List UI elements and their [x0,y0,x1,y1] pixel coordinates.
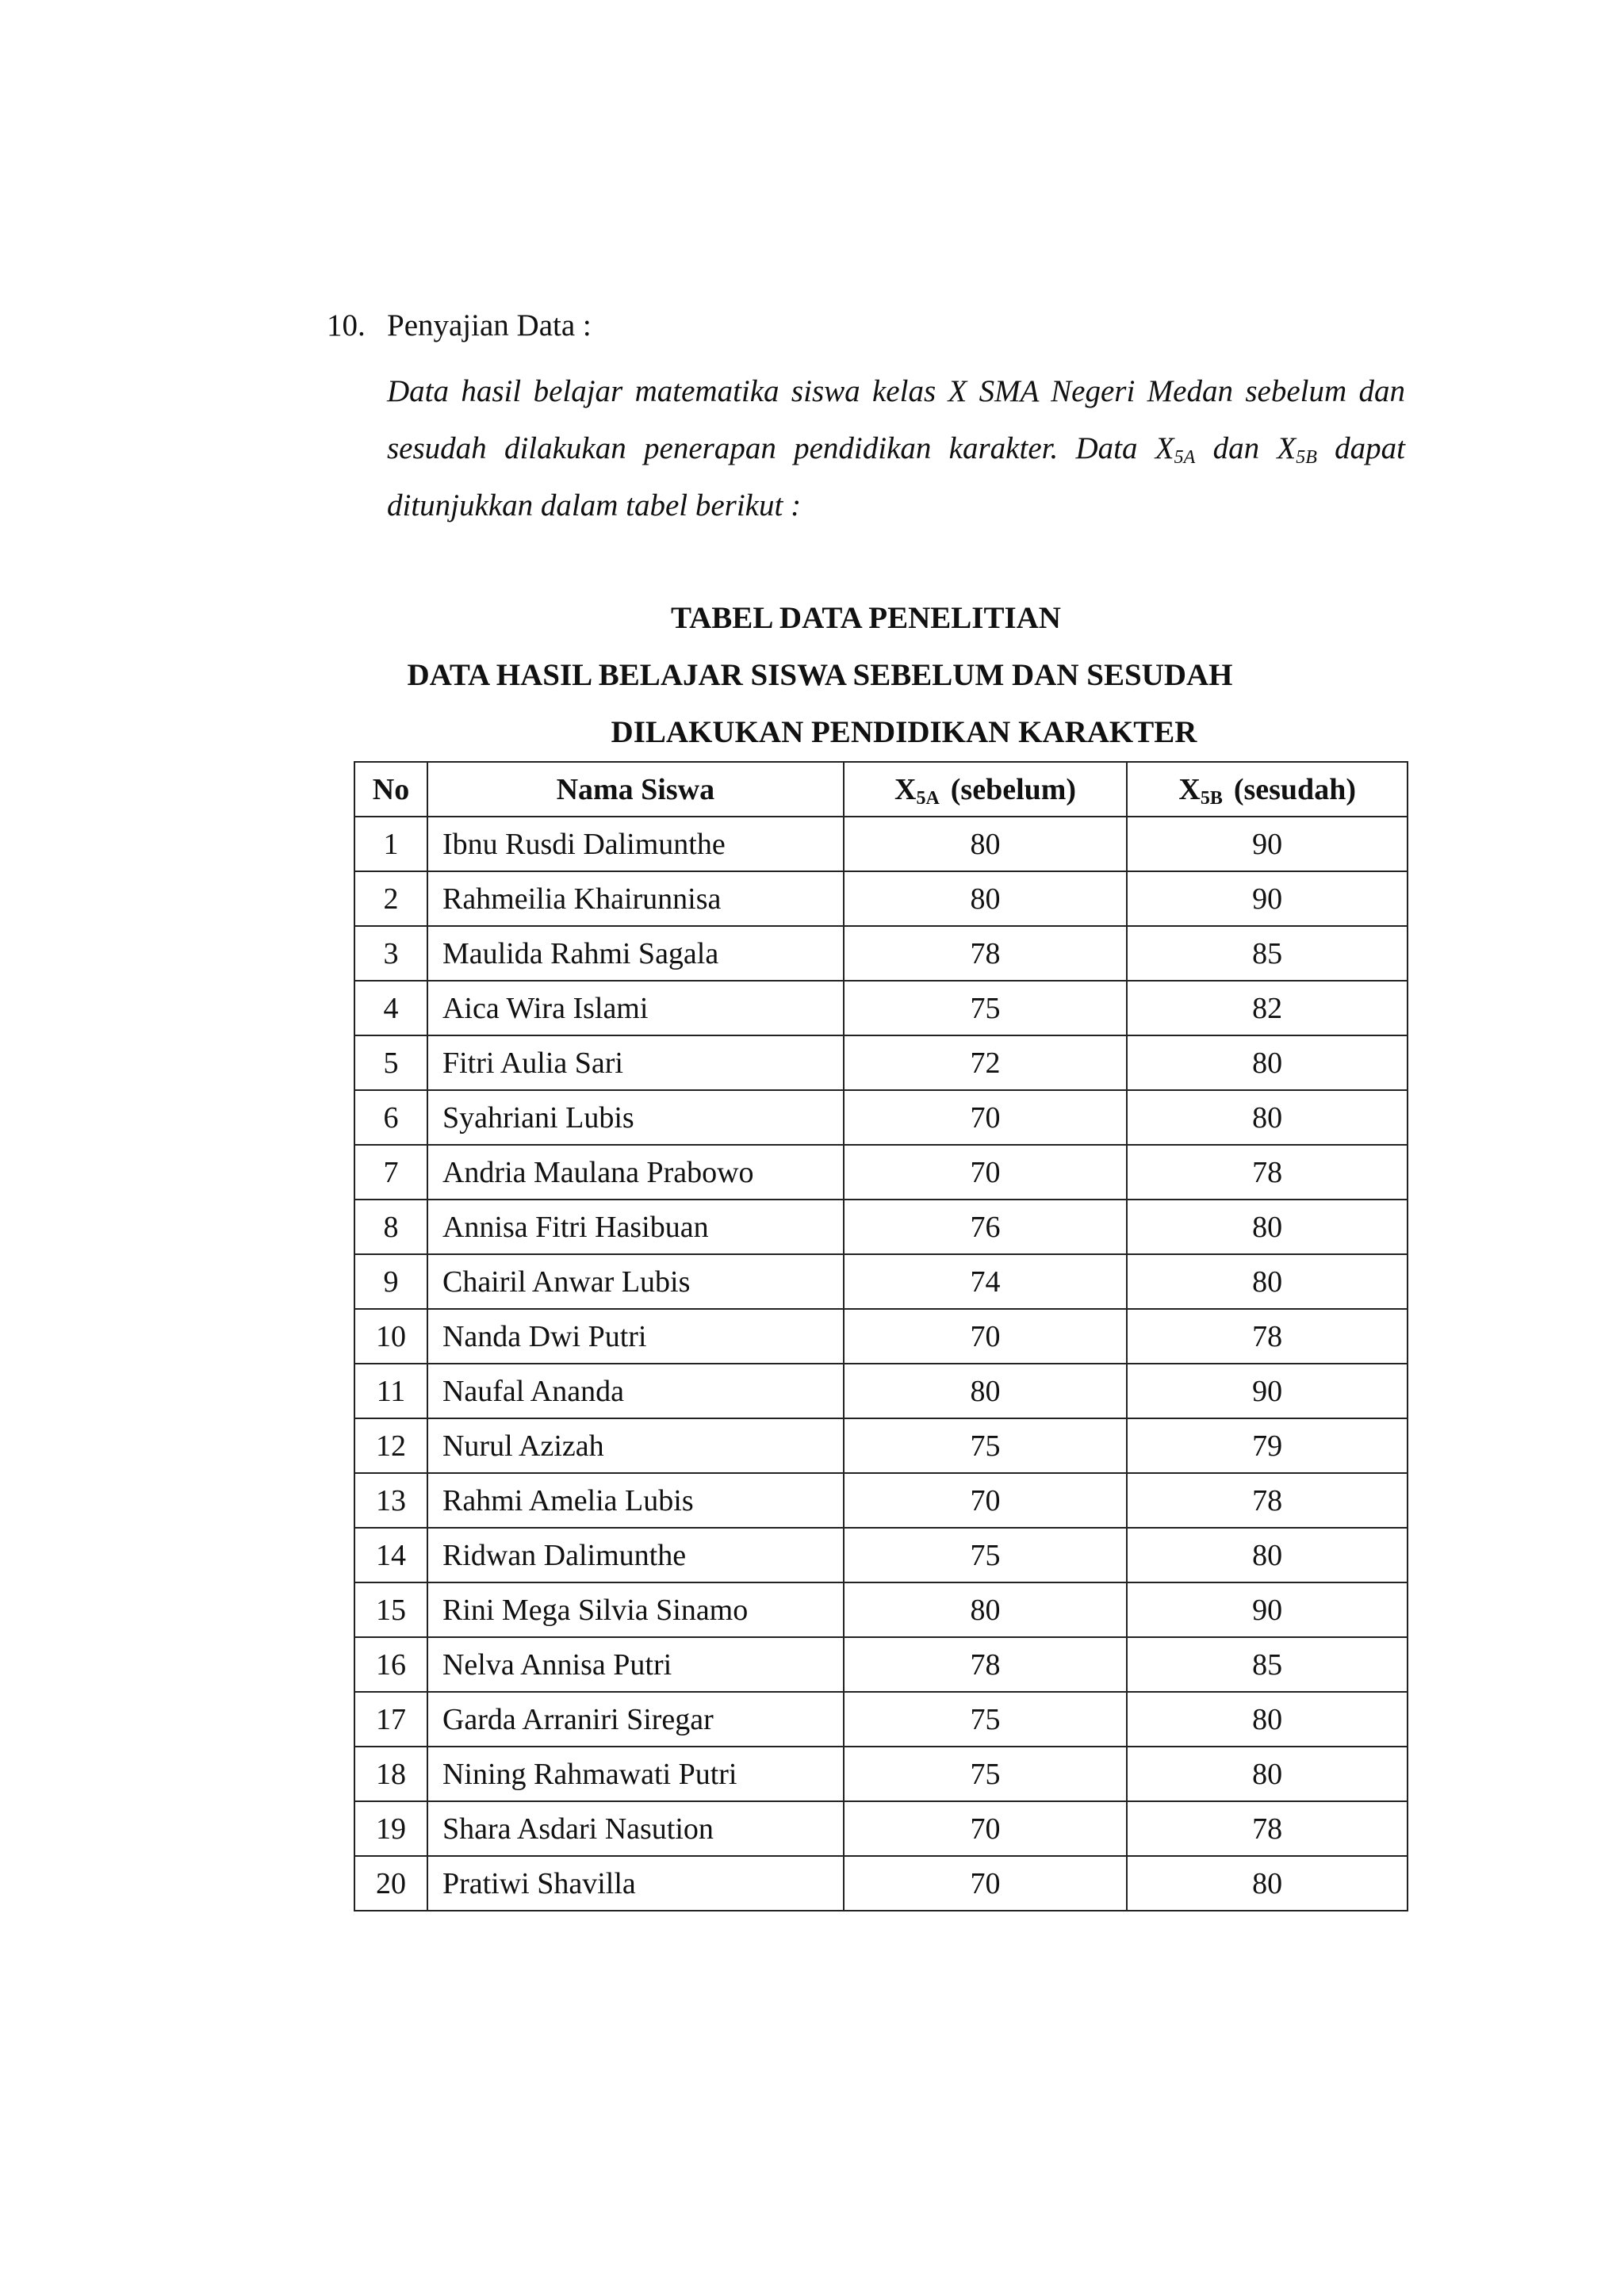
cell-name: Nurul Azizah [427,1418,844,1473]
table-body [354,817,1408,1911]
cell-no: 18 [354,1747,427,1801]
cell-x5a: 74 [844,1254,1128,1309]
cell-name: Garda Arraniri Siregar [427,1692,844,1747]
table-row [354,1254,1408,1309]
table-row [354,1418,1408,1473]
cell-x5b: 85 [1127,1637,1408,1692]
intro-text-3: dapat ditunjukkan dalam tabel berikut : [387,431,1405,522]
intro-subscript-5b: 5B [1296,447,1317,468]
section-title: Penyajian Data : [387,308,592,342]
table-row [354,1747,1408,1801]
cell-x5a: 80 [844,1364,1128,1418]
cell-name: Syahriani Lubis [427,1090,844,1145]
header-x5a-label: (sebelum) [950,772,1077,806]
cell-x5b: 79 [1127,1418,1408,1473]
cell-x5b: 85 [1127,926,1408,981]
cell-no: 16 [354,1637,427,1692]
cell-x5a: 70 [844,1473,1128,1528]
cell-x5a: 70 [844,1856,1128,1911]
section-heading [327,306,1405,346]
cell-name: Rini Mega Silvia Sinamo [427,1582,844,1637]
table-title-line-2: DATA HASIL BELAJAR SISWA SEBELUM DAN SESUDAH [407,658,1233,692]
cell-x5a: 70 [844,1309,1128,1364]
cell-no: 13 [354,1473,427,1528]
section-10 [327,306,1405,534]
cell-x5a: 80 [844,817,1128,871]
cell-no: 20 [354,1856,427,1911]
table-row [354,1801,1408,1856]
header-no: No [354,762,427,817]
cell-name: Chairil Anwar Lubis [427,1254,844,1309]
table-title-line-1: TABEL DATA PENELITIAN [671,601,1061,635]
cell-x5b: 80 [1127,1090,1408,1145]
cell-x5a: 78 [844,1637,1128,1692]
cell-name: Aica Wira Islami [427,981,844,1035]
cell-x5b: 90 [1127,871,1408,926]
cell-name: Rahmeilia Khairunnisa [427,871,844,926]
header-x5b-var: X [1178,772,1201,806]
cell-no: 4 [354,981,427,1035]
cell-name: Shara Asdari Nasution [427,1801,844,1856]
cell-name: Naufal Ananda [427,1364,844,1418]
cell-name: Nelva Annisa Putri [427,1637,844,1692]
cell-x5b: 78 [1127,1145,1408,1200]
table-row [354,1364,1408,1418]
cell-no: 17 [354,1692,427,1747]
table-row [354,1856,1408,1911]
cell-no: 15 [354,1582,427,1637]
table-row [354,1309,1408,1364]
cell-name: Nining Rahmawati Putri [427,1747,844,1801]
table-row [354,871,1408,926]
cell-name: Pratiwi Shavilla [427,1856,844,1911]
cell-no: 7 [354,1145,427,1200]
cell-x5a: 70 [844,1145,1128,1200]
table-row [354,1528,1408,1582]
table-row [354,981,1408,1035]
intro-text-2: dan X [1195,431,1297,465]
cell-x5a: 70 [844,1801,1128,1856]
table-row [354,1473,1408,1528]
table-row [354,1145,1408,1200]
cell-x5b: 80 [1127,1692,1408,1747]
section-number: 10. [327,308,366,342]
cell-x5a: 75 [844,981,1128,1035]
cell-x5a: 70 [844,1090,1128,1145]
cell-x5a: 72 [844,1035,1128,1090]
intro-subscript-5a: 5A [1174,447,1196,468]
cell-x5b: 80 [1127,1747,1408,1801]
cell-x5a: 75 [844,1418,1128,1473]
cell-no: 11 [354,1364,427,1418]
cell-no: 5 [354,1035,427,1090]
header-x5b-sub: 5B [1200,787,1223,809]
cell-no: 3 [354,926,427,981]
cell-x5b: 80 [1127,1200,1408,1254]
table-row [354,1637,1408,1692]
cell-x5b: 82 [1127,981,1408,1035]
cell-x5b: 80 [1127,1254,1408,1309]
header-x5a [844,762,1128,817]
cell-x5b: 80 [1127,1035,1408,1090]
cell-x5a: 75 [844,1692,1128,1747]
cell-name: Rahmi Amelia Lubis [427,1473,844,1528]
header-x5b [1127,762,1408,817]
header-x5a-var: X [894,772,917,806]
cell-no: 10 [354,1309,427,1364]
cell-x5a: 80 [844,871,1128,926]
cell-x5b: 78 [1127,1801,1408,1856]
cell-no: 19 [354,1801,427,1856]
cell-x5b: 78 [1127,1473,1408,1528]
table-row [354,817,1408,871]
table-row [354,1200,1408,1254]
table-header-row [354,762,1408,817]
research-data-table [354,761,1408,1911]
cell-name: Nanda Dwi Putri [427,1309,844,1364]
cell-x5b: 90 [1127,1364,1408,1418]
cell-x5b: 78 [1127,1309,1408,1364]
cell-no: 12 [354,1418,427,1473]
table-row [354,1090,1408,1145]
cell-no: 1 [354,817,427,871]
cell-x5a: 75 [844,1747,1128,1801]
cell-name: Ridwan Dalimunthe [427,1528,844,1582]
cell-x5b: 80 [1127,1856,1408,1911]
table-row [354,1035,1408,1090]
table-row [354,926,1408,981]
cell-no: 2 [354,871,427,926]
intro-paragraph [387,363,1405,534]
cell-name: Fitri Aulia Sari [427,1035,844,1090]
cell-x5b: 80 [1127,1528,1408,1582]
cell-name: Maulida Rahmi Sagala [427,926,844,981]
cell-x5a: 76 [844,1200,1128,1254]
cell-no: 8 [354,1200,427,1254]
intro-text-1: Data hasil belajar matematika siswa kelas X SMA Negeri Medan sebelum dan sesudah dilakukan penerapan pendidikan karakter. Data X [387,374,1405,465]
cell-name: Annisa Fitri Hasibuan [427,1200,844,1254]
cell-name: Andria Maulana Prabowo [427,1145,844,1200]
cell-x5b: 90 [1127,817,1408,871]
cell-x5b: 90 [1127,1582,1408,1637]
table-row [354,1692,1408,1747]
cell-no: 9 [354,1254,427,1309]
cell-no: 6 [354,1090,427,1145]
cell-name: Ibnu Rusdi Dalimunthe [427,817,844,871]
cell-x5a: 80 [844,1582,1128,1637]
header-x5b-label: (sesudah) [1233,772,1356,806]
table-title-line-3: DILAKUKAN PENDIDIKAN KARAKTER [611,715,1197,749]
cell-x5a: 78 [844,926,1128,981]
header-name: Nama Siswa [427,762,844,817]
header-x5a-sub: 5A [916,787,940,809]
cell-no: 14 [354,1528,427,1582]
table-title [327,590,1405,761]
table-row [354,1582,1408,1637]
cell-x5a: 75 [844,1528,1128,1582]
